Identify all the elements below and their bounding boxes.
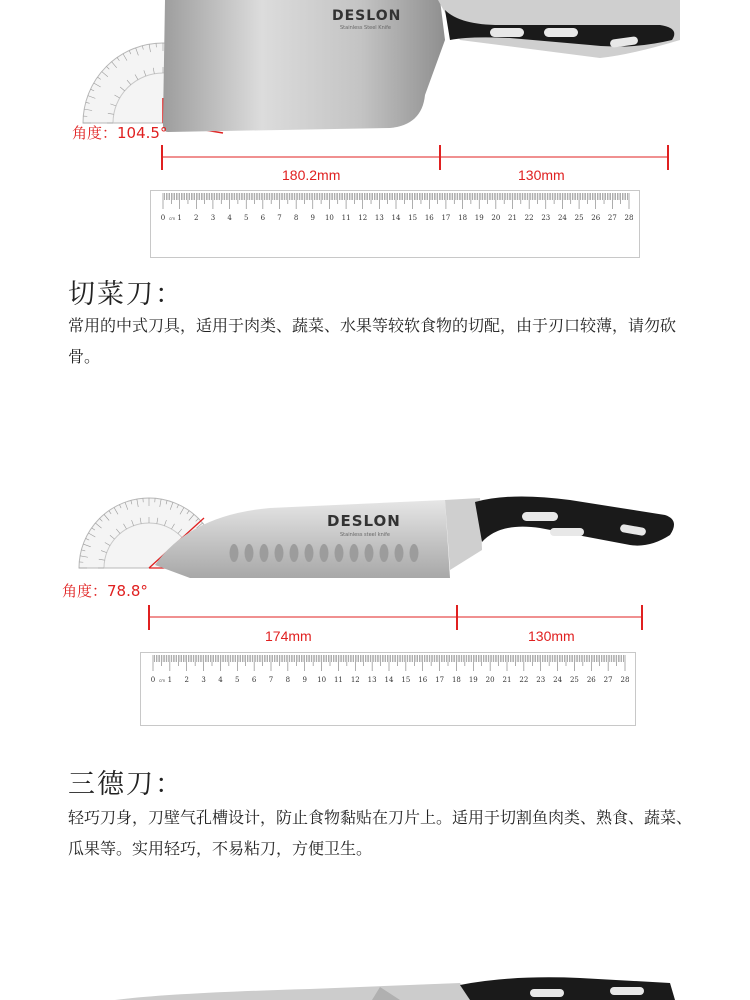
ruler-number: 3 bbox=[201, 676, 206, 684]
dimension-line bbox=[150, 140, 680, 180]
ruler-number: 16 bbox=[424, 214, 434, 222]
blade-length-label: 174mm bbox=[265, 628, 312, 644]
brand-logo: DESLON bbox=[327, 512, 401, 530]
ruler bbox=[150, 190, 640, 258]
brand-subtitle: Stainless steel knife bbox=[340, 532, 391, 538]
ruler-number: 0 bbox=[160, 214, 166, 222]
ruler-number: 10 bbox=[317, 676, 327, 684]
ruler-number: 19 bbox=[468, 676, 478, 684]
ruler-number: 14 bbox=[384, 676, 394, 684]
handle-length-label: 130mm bbox=[528, 628, 575, 644]
ruler-number: 4 bbox=[227, 214, 232, 222]
ruler-number: 4 bbox=[218, 676, 223, 684]
ruler-number: 5 bbox=[235, 676, 240, 684]
ruler-number: 23 bbox=[536, 676, 546, 684]
ruler-number: 12 bbox=[358, 214, 368, 222]
ruler-number: 21 bbox=[508, 214, 517, 222]
ruler-number: 25 bbox=[569, 676, 579, 684]
ruler-number: 20 bbox=[491, 214, 501, 222]
ruler-number: 2 bbox=[184, 676, 189, 684]
section-description: 轻巧刀身，刀壁气孔槽设计，防止食物黏贴在刀片上。适用于切割鱼肉类、熟食、蔬菜、瓜果等。实用轻巧，不易粘刀，方便卫生。 bbox=[68, 808, 693, 858]
ruler-number: 7 bbox=[277, 214, 282, 222]
ruler-number: 9 bbox=[310, 214, 316, 222]
ruler-number: 27 bbox=[607, 214, 617, 222]
brand-subtitle: Stainless Steel Knife bbox=[340, 25, 391, 31]
ruler-number: 26 bbox=[586, 676, 596, 684]
ruler-number: 17 bbox=[435, 676, 445, 684]
ruler-number: 23 bbox=[541, 214, 551, 222]
ruler-number: 27 bbox=[603, 676, 613, 684]
ruler-number: 8 bbox=[293, 214, 299, 222]
ruler-number: 3 bbox=[210, 214, 216, 222]
ruler-number: 21 bbox=[502, 676, 512, 684]
ruler-number: 10 bbox=[324, 214, 334, 222]
section-title: 三德刀： bbox=[68, 769, 184, 800]
ruler-number: 25 bbox=[574, 214, 584, 222]
dimension-line bbox=[140, 600, 660, 640]
ruler-number: 28 bbox=[624, 214, 634, 222]
ruler-number: 28 bbox=[620, 676, 630, 684]
ruler-number: 1 bbox=[177, 214, 182, 222]
ruler-number: 22 bbox=[519, 676, 529, 684]
section-title: 切菜刀： bbox=[68, 279, 184, 310]
ruler-unit: cm bbox=[159, 678, 166, 683]
ruler-number: 14 bbox=[391, 214, 401, 222]
ruler-number: 0 bbox=[150, 676, 156, 684]
next-knife-image bbox=[110, 975, 680, 1000]
angle-label: 角度：104.5° bbox=[72, 124, 168, 142]
ruler-unit: cm bbox=[169, 216, 176, 221]
ruler-number: 15 bbox=[408, 214, 418, 222]
ruler-number: 5 bbox=[243, 214, 249, 222]
blade-length-label: 180.2mm bbox=[282, 167, 341, 183]
ruler-number: 18 bbox=[451, 676, 461, 684]
ruler-number: 9 bbox=[302, 676, 307, 684]
ruler-number: 11 bbox=[333, 676, 343, 684]
ruler-number: 13 bbox=[367, 676, 377, 684]
ruler-number: 18 bbox=[458, 214, 468, 222]
ruler-number: 8 bbox=[285, 676, 291, 684]
ruler-number: 6 bbox=[260, 214, 266, 222]
ruler-number: 19 bbox=[474, 214, 484, 222]
ruler bbox=[140, 652, 636, 726]
ruler-number: 6 bbox=[251, 676, 257, 684]
ruler-number: 11 bbox=[341, 214, 351, 222]
ruler-number: 12 bbox=[350, 676, 360, 684]
ruler-number: 17 bbox=[441, 214, 451, 222]
ruler-number: 20 bbox=[485, 676, 495, 684]
brand-logo: DESLON bbox=[332, 8, 402, 24]
angle-label: 角度：78.8° bbox=[62, 582, 148, 600]
ruler-number: 13 bbox=[374, 214, 384, 222]
ruler-number: 24 bbox=[553, 676, 563, 684]
ruler-number: 1 bbox=[167, 676, 173, 684]
ruler-number: 15 bbox=[401, 676, 411, 684]
handle-length-label: 130mm bbox=[518, 167, 565, 183]
ruler-number: 16 bbox=[418, 676, 428, 684]
section-description: 常用的中式刀具，适用于肉类、蔬菜、水果等较软食物的切配，由于刃口较薄，请勿砍骨。 bbox=[68, 316, 677, 366]
santoku-knife-image bbox=[150, 490, 680, 580]
cleaver-knife-image bbox=[160, 0, 680, 135]
ruler-number: 7 bbox=[268, 676, 274, 684]
ruler-number: 26 bbox=[591, 214, 601, 222]
ruler-number: 2 bbox=[194, 214, 199, 222]
ruler-number: 22 bbox=[524, 214, 534, 222]
ruler-number: 24 bbox=[557, 214, 567, 222]
